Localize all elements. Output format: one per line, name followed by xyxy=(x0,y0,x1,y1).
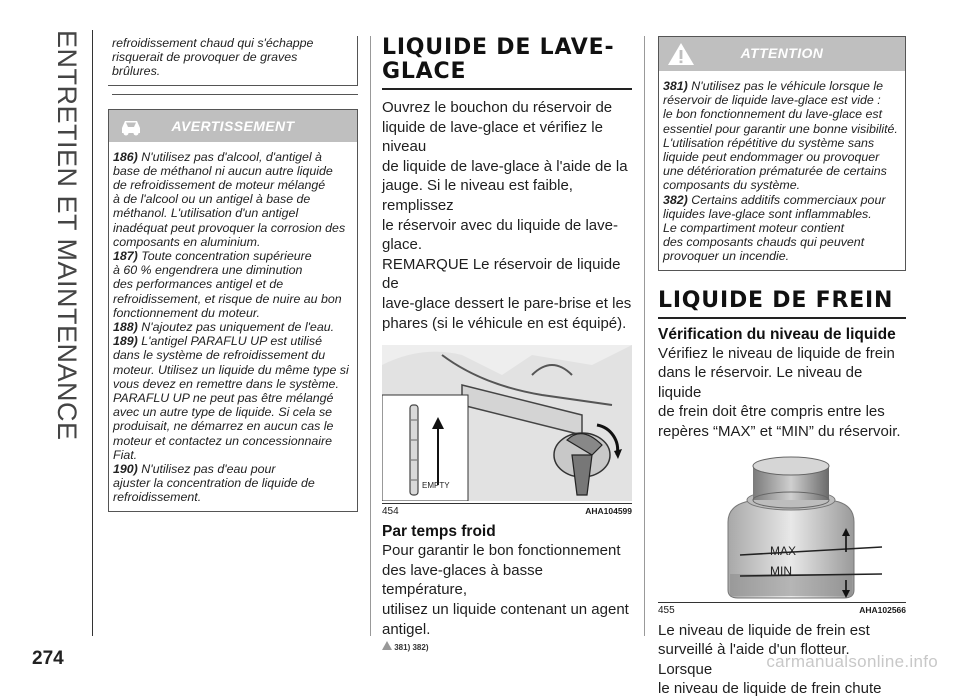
warning-line: fonctionnement du moteur. xyxy=(113,305,260,320)
attention-line: Certains additifs commerciaux pour xyxy=(691,192,886,207)
body-line: de frein doit être compris entre les xyxy=(658,403,885,421)
warning-line: base de méthanol ni aucun autre liquide xyxy=(113,163,333,178)
column-divider xyxy=(644,36,645,636)
attention-line: une détérioration prématurée de certains xyxy=(663,164,887,179)
warning-line: méthanol. L'utilisation d'un antigel xyxy=(113,206,299,221)
warning-box xyxy=(108,109,358,512)
intro-box xyxy=(112,36,358,95)
warning-item xyxy=(113,462,353,505)
heading-rule xyxy=(382,88,632,90)
attention-line: essentiel pour garantir une bonne visibilité. xyxy=(663,121,898,136)
warning-item xyxy=(113,334,353,462)
column-divider xyxy=(370,36,371,636)
section-title-text: ENTRETIEN ET MAINTENANCE xyxy=(52,30,82,441)
warning-item xyxy=(113,320,353,334)
note-number: 187) xyxy=(113,249,138,264)
body-line: surveillé à l'aide d'un flotteur. Lorsque xyxy=(658,641,850,678)
warning-line: Toute concentration supérieure xyxy=(141,249,312,264)
body-line: repères “MAX” et “MIN” du réservoir. xyxy=(658,423,901,441)
washer-fluid-heading xyxy=(382,36,632,84)
watermark: carmanualsonline.info xyxy=(766,652,938,671)
body-line: des lave-glaces à basse température, xyxy=(382,561,543,599)
column-right xyxy=(658,36,906,699)
figure-number: 454 xyxy=(382,506,399,518)
figure-454 xyxy=(382,345,632,501)
attention-title: ATTENTION xyxy=(740,45,824,61)
body-line: Le niveau de liquide de frein est xyxy=(658,621,870,639)
attention-line: Le compartiment moteur contient xyxy=(663,221,845,236)
intro-line: refroidissement chaud qui s'échappe xyxy=(112,36,314,50)
figure-number: 455 xyxy=(658,604,675,616)
warning-line: refroidissement. xyxy=(113,490,202,505)
warning-line: L'antigel PARAFLU UP est utilisé xyxy=(141,334,322,349)
heading-line: GLACE xyxy=(382,59,467,84)
warning-line: avec un autre type de liquide. Si cela se xyxy=(113,405,333,420)
column-left xyxy=(112,36,358,512)
warning-line: refroidissement, et risque de nuire au bon xyxy=(113,291,342,306)
figure-code: AHA104599 xyxy=(585,506,632,517)
body-line: antigel. xyxy=(382,620,431,638)
brake-float-paragraph xyxy=(658,621,906,699)
warning-line: ajuster la concentration de liquide de xyxy=(113,476,315,491)
warning-triangle-icon xyxy=(382,641,392,650)
attention-item xyxy=(663,193,901,264)
body-line: glace. xyxy=(382,236,423,254)
warning-line: moteur et contactez un concessionnaire xyxy=(113,433,333,448)
body-line: Vérifiez le niveau de liquide de frein xyxy=(658,344,895,362)
warning-item xyxy=(113,150,353,249)
figure-code: AHA102566 xyxy=(859,604,906,615)
warning-line: de refroidissement de moteur mélangé xyxy=(113,178,326,193)
warning-line: N'ajoutez pas uniquement de l'eau. xyxy=(141,320,335,335)
washer-paragraph xyxy=(382,98,632,255)
warning-line: à de l'alcool ou un antigel à base de xyxy=(113,192,311,207)
attention-line: provoquer un incendie. xyxy=(663,249,790,264)
warning-line: des performances antigel et de xyxy=(113,277,284,292)
body-line: dans le réservoir. Le niveau de liquide xyxy=(658,364,863,401)
attention-line: N'utilisez pas le véhicule lorsque le xyxy=(691,79,884,93)
body-line: phares (si le véhicule en est équipé). xyxy=(382,314,627,332)
attention-line: L'utilisation répétitive du système sans xyxy=(663,135,875,150)
empty-label: EMPTY xyxy=(422,481,450,491)
warning-line: produisait, ne démarrez en aucun cas le xyxy=(113,419,334,434)
warning-line: PARAFLU UP ne peut pas être mélangé xyxy=(113,391,334,406)
warning-line: vous devez en remettre dans le système. xyxy=(113,376,339,391)
intro-line: brûlures. xyxy=(112,64,161,79)
page-number: 274 xyxy=(32,648,64,669)
figure-caption xyxy=(382,503,632,520)
note-number: 186) xyxy=(113,149,138,164)
body-line: le niveau de liquide de frein chute xyxy=(658,680,882,698)
brake-paragraph xyxy=(658,344,906,442)
warning-line: N'utilisez pas d'alcool, d'antigel à xyxy=(141,149,322,164)
attention-box xyxy=(658,36,906,271)
min-label: MIN xyxy=(770,563,792,578)
attention-line: réservoir de liquide lave-glace est vide : xyxy=(663,93,881,108)
attention-content xyxy=(659,71,905,270)
body-line: Ouvrez le bouchon du réservoir de xyxy=(382,99,613,116)
column-middle xyxy=(382,36,632,652)
warning-line: moteur. Utilisez un liquide du même type si xyxy=(113,362,349,377)
attention-line: des composants chauds qui peuvent xyxy=(663,235,865,250)
cold-weather-paragraph xyxy=(382,541,632,639)
warning-line: Fiat. xyxy=(113,447,138,462)
level-check-heading: Vérification du niveau de liquide xyxy=(658,325,896,343)
body-line: lave-glace dessert le pare-brise et les xyxy=(382,294,632,312)
warning-content xyxy=(109,142,357,511)
warning-line: dans le système de refroidissement du xyxy=(113,348,326,363)
note-number: 382) xyxy=(663,192,688,207)
warning-item xyxy=(113,249,353,320)
note-number: 188) xyxy=(113,320,138,335)
warning-line: inadéquat peut provoquer la corrosion des xyxy=(113,220,346,235)
heading-line: LIQUIDE DE LAVE- xyxy=(382,35,615,60)
max-label: MAX xyxy=(770,543,797,558)
body-line: jauge. Si le niveau est faible, remplissez xyxy=(382,177,573,214)
intro-line: risquerait de provoquer de graves xyxy=(112,50,298,65)
warning-banner xyxy=(109,110,357,142)
body-line: REMARQUE Le réservoir de liquide de xyxy=(382,255,621,293)
note-references xyxy=(382,641,632,652)
attention-line: liquides lave-glace sont inflammables. xyxy=(663,206,872,221)
body-line: utilisez un liquide contenant un agent xyxy=(382,600,629,618)
cold-weather-heading: Par temps froid xyxy=(382,523,496,541)
figure-caption xyxy=(658,602,906,619)
note-number: 190) xyxy=(113,462,138,477)
body-line: liquide de lave-glace et vérifiez le niveau xyxy=(382,118,603,156)
attention-line: liquide peut endommager ou provoquer xyxy=(663,150,880,165)
attention-banner xyxy=(659,37,905,71)
section-divider xyxy=(92,30,93,636)
warning-title: AVERTISSEMENT xyxy=(171,117,295,134)
washer-remark xyxy=(382,255,632,333)
warning-line: à 60 % engendrera une diminution xyxy=(113,263,303,278)
body-line: de liquide de lave-glace à l'aide de la xyxy=(382,157,628,175)
washer-reservoir-illustration xyxy=(382,345,632,501)
warning-line: composants en aluminium. xyxy=(113,234,261,249)
body-line: le réservoir avec du liquide de lave- xyxy=(382,216,618,234)
warning-line: N'utilisez pas d'eau pour xyxy=(141,462,276,477)
attention-line: le bon fonctionnement du lave-glace est xyxy=(663,107,883,122)
note-number: 381) xyxy=(663,79,688,93)
intro-text xyxy=(108,36,358,86)
section-title xyxy=(44,30,84,590)
attention-line: composants du système. xyxy=(663,178,801,193)
note-refs-text: 381) 382) xyxy=(394,643,429,653)
note-number: 189) xyxy=(113,334,138,349)
brake-fluid-heading: LIQUIDE DE FREIN xyxy=(658,287,894,313)
figure-455 xyxy=(658,452,906,600)
attention-item xyxy=(663,79,901,193)
heading-rule xyxy=(658,317,906,319)
body-line: Pour garantir le bon fonctionnement xyxy=(382,542,621,560)
